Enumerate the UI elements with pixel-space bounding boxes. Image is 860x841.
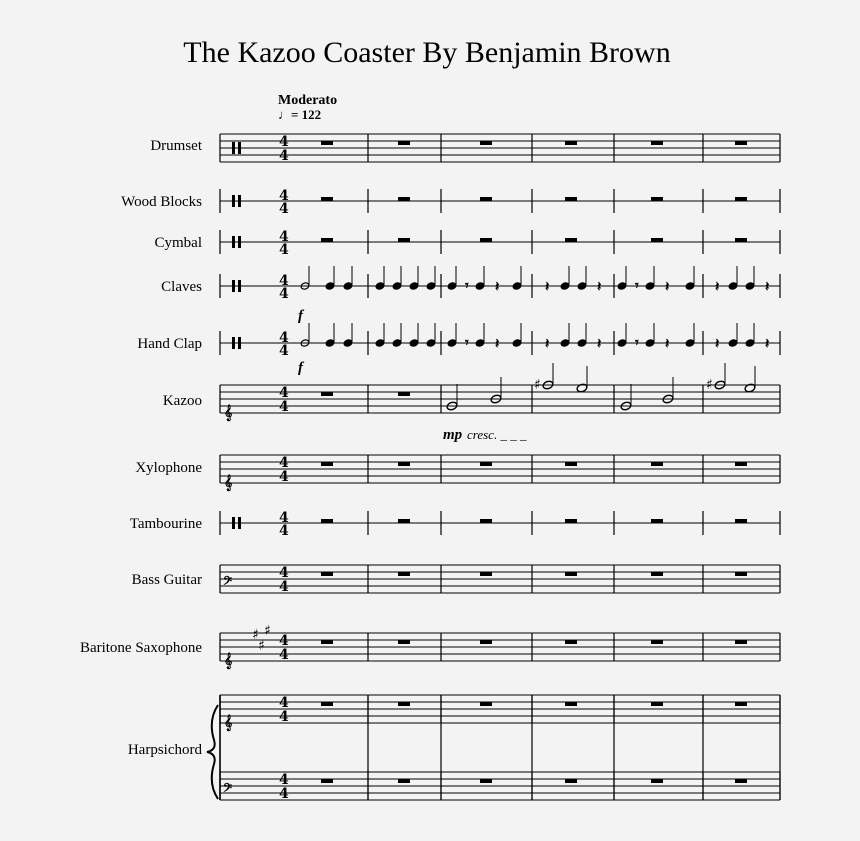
time-signature-top: 4 <box>279 385 289 401</box>
quarter-rest-icon: 𝄽 <box>495 279 500 295</box>
time-signature-top: 4 <box>279 565 289 581</box>
whole-rest <box>565 572 577 576</box>
eighth-rest-icon: 𝄾 <box>635 278 639 294</box>
note-head <box>685 339 695 347</box>
percussion-clef-icon <box>238 517 241 529</box>
note-head <box>577 282 587 290</box>
whole-rest <box>651 141 663 145</box>
whole-rest <box>321 462 333 466</box>
instrument-label-wood-blocks: Wood Blocks <box>121 194 202 210</box>
instrument-label-claves: Claves <box>161 279 202 295</box>
quarter-rest-icon: 𝄽 <box>597 279 602 295</box>
sharp-icon: ♯ <box>264 623 271 639</box>
whole-rest <box>480 462 492 466</box>
whole-rest <box>735 572 747 576</box>
whole-rest <box>651 702 663 706</box>
quarter-rest-icon: 𝄽 <box>495 336 500 352</box>
eighth-rest-icon: 𝄾 <box>465 278 469 294</box>
quarter-rest-icon: 𝄽 <box>665 279 670 295</box>
time-signature-bottom: 4 <box>279 647 289 663</box>
whole-rest <box>735 462 747 466</box>
time-signature-bottom: 4 <box>279 469 289 485</box>
percussion-clef-icon <box>232 195 235 207</box>
whole-rest <box>480 197 492 201</box>
whole-rest <box>398 238 410 242</box>
sharp-icon: ♯ <box>252 627 259 643</box>
quarter-rest-icon: 𝄽 <box>545 279 550 295</box>
time-signature-bottom: 4 <box>279 343 289 359</box>
whole-rest <box>480 779 492 783</box>
whole-rest <box>398 519 410 523</box>
percussion-clef-icon <box>232 280 235 292</box>
whole-rest <box>398 462 410 466</box>
percussion-clef-icon <box>238 142 241 154</box>
whole-rest <box>735 238 747 242</box>
instrument-label-cymbal: Cymbal <box>154 235 202 251</box>
whole-rest <box>480 640 492 644</box>
note-head <box>426 282 436 290</box>
treble-clef-icon: 𝄞 <box>224 405 233 421</box>
whole-rest <box>321 392 333 396</box>
score-title: The Kazoo Coaster By Benjamin Brown <box>183 36 671 69</box>
time-signature-top: 4 <box>279 229 289 245</box>
time-signature-bottom: 4 <box>279 148 289 164</box>
time-signature-bottom: 4 <box>279 201 289 217</box>
note-head <box>560 282 570 290</box>
instrument-label-kazoo: Kazoo <box>162 393 202 409</box>
bass-clef-icon: 𝄢 <box>223 575 233 591</box>
quarter-rest-icon: 𝄽 <box>715 336 720 352</box>
note-head <box>577 339 587 347</box>
percussion-clef-icon <box>232 337 235 349</box>
note-head <box>409 282 419 290</box>
time-signature-bottom: 4 <box>279 286 289 302</box>
whole-rest <box>321 197 333 201</box>
whole-rest <box>565 779 577 783</box>
note-head <box>645 339 655 347</box>
whole-rest <box>480 572 492 576</box>
eighth-rest-icon: 𝄾 <box>635 335 639 351</box>
note-head <box>617 339 627 347</box>
whole-rest <box>565 141 577 145</box>
dynamic-forte-claves: f <box>298 308 303 324</box>
note-head <box>685 282 695 290</box>
whole-rest <box>480 141 492 145</box>
instrument-label-drumset: Drumset <box>150 138 202 154</box>
note-head <box>617 282 627 290</box>
quarter-rest-icon: 𝄽 <box>545 336 550 352</box>
quarter-rest-icon: 𝄽 <box>715 279 720 295</box>
instrument-label-hand-clap: Hand Clap <box>137 336 202 352</box>
percussion-clef-icon <box>232 142 235 154</box>
note-head <box>325 339 335 347</box>
whole-rest <box>735 519 747 523</box>
time-signature-bottom: 4 <box>279 786 289 802</box>
instrument-label-xylophone: Xylophone <box>135 460 202 476</box>
whole-rest <box>398 141 410 145</box>
whole-rest <box>565 640 577 644</box>
time-signature-top: 4 <box>279 330 289 346</box>
note-head <box>512 339 522 347</box>
note-head <box>409 339 419 347</box>
time-signature-top: 4 <box>279 633 289 649</box>
whole-rest <box>321 702 333 706</box>
metronome-mark: ♩= 122 <box>278 107 322 122</box>
whole-rest <box>480 238 492 242</box>
whole-rest <box>651 519 663 523</box>
note-head <box>447 282 457 290</box>
whole-rest <box>651 462 663 466</box>
time-signature-top: 4 <box>279 188 289 204</box>
note-head <box>325 282 335 290</box>
sharp-icon: ♯ <box>706 377 713 393</box>
whole-rest <box>735 197 747 201</box>
note-head <box>426 339 436 347</box>
whole-rest <box>735 779 747 783</box>
note-head <box>745 282 755 290</box>
note-head <box>343 282 353 290</box>
time-signature-top: 4 <box>279 273 289 289</box>
whole-rest <box>398 392 410 396</box>
sharp-icon: ♯ <box>258 638 265 654</box>
whole-rest <box>651 238 663 242</box>
note-head <box>728 339 738 347</box>
time-signature-top: 4 <box>279 772 289 788</box>
note-head <box>392 282 402 290</box>
instrument-label-harpsichord: Harpsichord <box>127 742 202 758</box>
whole-rest <box>398 640 410 644</box>
sharp-icon: ♯ <box>534 377 541 393</box>
whole-rest <box>565 197 577 201</box>
whole-rest <box>735 702 747 706</box>
instrument-label-bass-guitar: Bass Guitar <box>131 572 202 588</box>
treble-clef-icon: 𝄞 <box>224 653 233 669</box>
note-head <box>728 282 738 290</box>
note-head <box>447 339 457 347</box>
percussion-clef-icon <box>238 236 241 248</box>
time-signature-bottom: 4 <box>279 523 289 539</box>
eighth-rest-icon: 𝄾 <box>465 335 469 351</box>
note-head <box>645 282 655 290</box>
whole-rest <box>565 702 577 706</box>
whole-rest <box>651 640 663 644</box>
note-head <box>745 339 755 347</box>
time-signature-bottom: 4 <box>279 709 289 725</box>
whole-rest <box>735 640 747 644</box>
treble-clef-icon: 𝄞 <box>224 715 233 731</box>
staff-system <box>207 134 780 802</box>
time-signature-top: 4 <box>279 134 289 150</box>
dynamic-forte-hand-clap: f <box>298 360 303 376</box>
whole-rest <box>735 141 747 145</box>
time-signature-top: 4 <box>279 455 289 471</box>
time-signature-bottom: 4 <box>279 579 289 595</box>
whole-rest <box>398 702 410 706</box>
percussion-clef-icon <box>238 195 241 207</box>
whole-rest <box>651 572 663 576</box>
whole-rest <box>321 779 333 783</box>
note-head <box>375 339 385 347</box>
whole-rest <box>321 572 333 576</box>
whole-rest <box>565 238 577 242</box>
quarter-rest-icon: 𝄽 <box>765 279 770 295</box>
whole-rest <box>480 519 492 523</box>
note-head <box>512 282 522 290</box>
whole-rest <box>565 519 577 523</box>
percussion-clef-icon <box>238 280 241 292</box>
time-signature-bottom: 4 <box>279 242 289 258</box>
crescendo-marking: cresc. _ _ _ <box>467 427 527 442</box>
whole-rest <box>398 779 410 783</box>
time-signature-top: 4 <box>279 510 289 526</box>
whole-rest <box>565 462 577 466</box>
note-head <box>475 339 485 347</box>
bass-clef-icon: 𝄢 <box>223 782 233 798</box>
percussion-clef-icon <box>238 337 241 349</box>
dynamic-mezzo-piano: mp <box>443 427 463 443</box>
note-head <box>560 339 570 347</box>
quarter-rest-icon: 𝄽 <box>765 336 770 352</box>
instrument-label-baritone-saxophone: Baritone Saxophone <box>79 640 202 656</box>
time-signature-top: 4 <box>279 695 289 711</box>
percussion-clef-icon <box>232 517 235 529</box>
whole-rest <box>651 779 663 783</box>
percussion-clef-icon <box>232 236 235 248</box>
whole-rest <box>321 640 333 644</box>
note-head <box>475 282 485 290</box>
whole-rest <box>321 519 333 523</box>
whole-rest <box>398 197 410 201</box>
quarter-rest-icon: 𝄽 <box>665 336 670 352</box>
whole-rest <box>321 141 333 145</box>
whole-rest <box>398 572 410 576</box>
instrument-label-tambourine: Tambourine <box>129 516 202 532</box>
quarter-rest-icon: 𝄽 <box>597 336 602 352</box>
whole-rest <box>321 238 333 242</box>
whole-rest <box>480 702 492 706</box>
time-signature-bottom: 4 <box>279 399 289 415</box>
note-head <box>375 282 385 290</box>
treble-clef-icon: 𝄞 <box>224 475 233 491</box>
brace-icon <box>207 705 218 799</box>
note-head <box>343 339 353 347</box>
tempo-marking: Moderato <box>278 93 338 108</box>
note-head <box>392 339 402 347</box>
whole-rest <box>651 197 663 201</box>
